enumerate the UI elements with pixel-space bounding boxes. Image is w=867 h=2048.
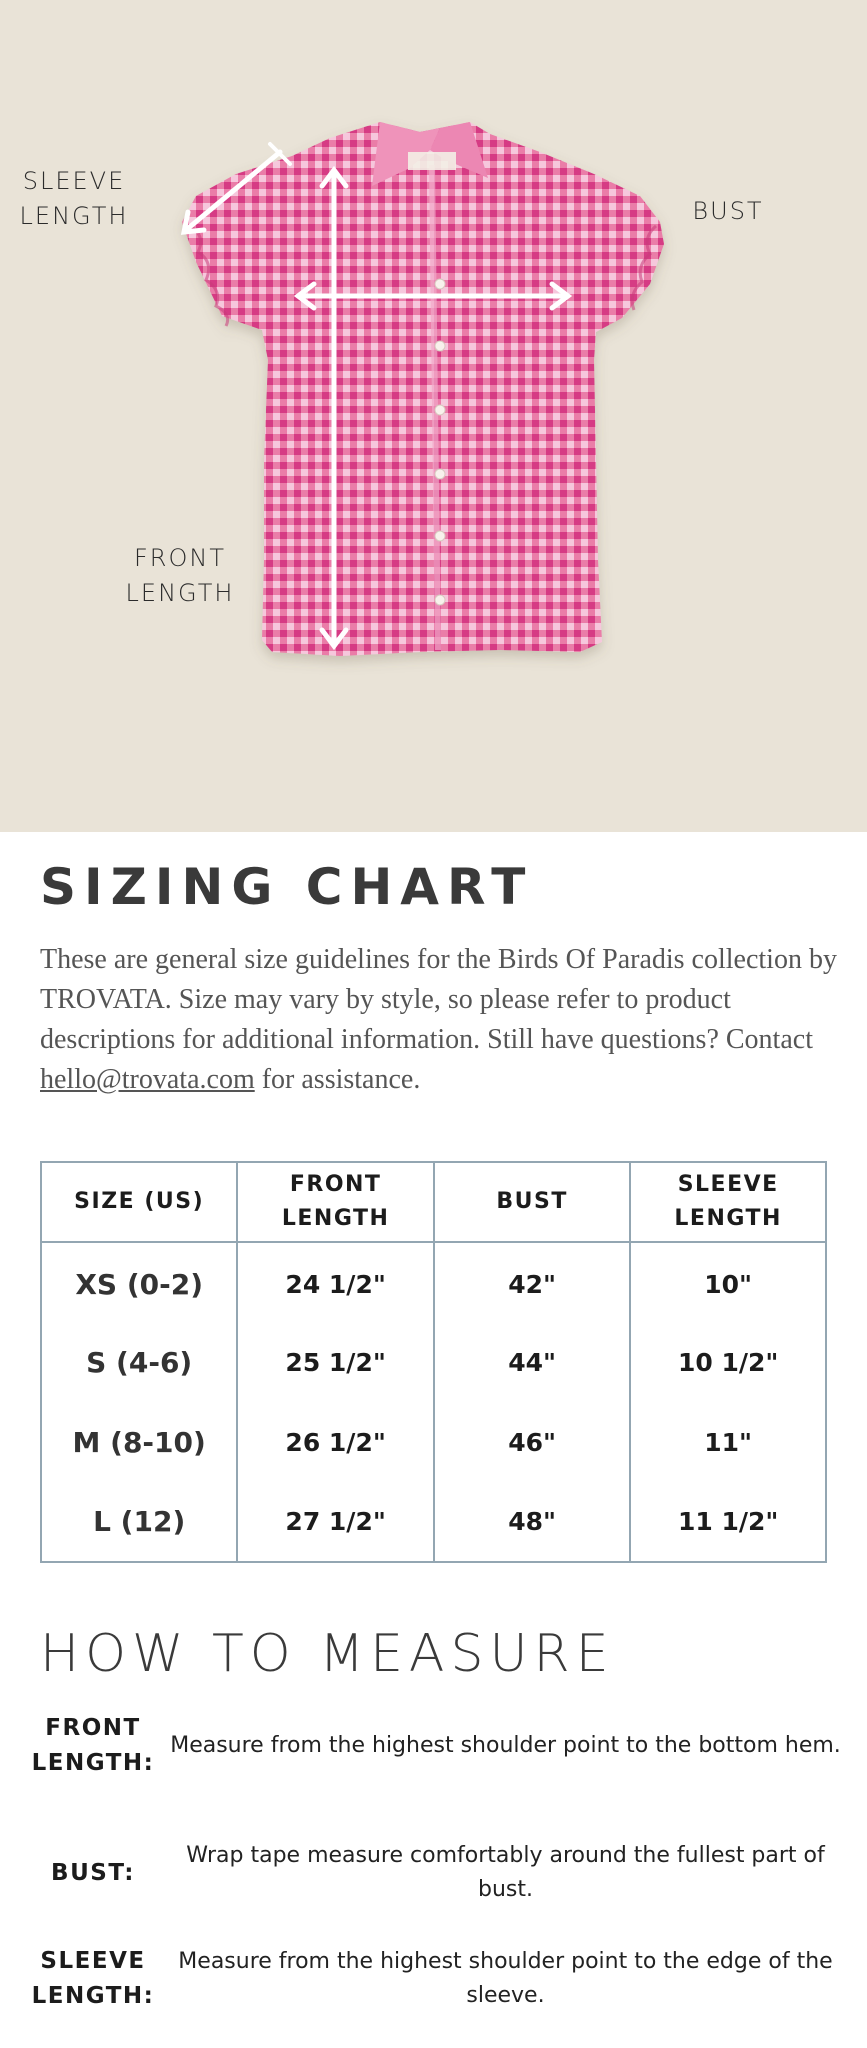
measure-description: Wrap tape measure comfortably around the fullest part of bust. [186, 1843, 825, 1902]
sleeve-length-label [14, 164, 134, 234]
shirt-illustration [0, 0, 867, 832]
cell-sleeve-length: 10" [630, 1242, 826, 1322]
cell-bust: 42" [434, 1242, 630, 1322]
measure-label-line2: LENGTH: [31, 1983, 155, 2009]
front-label-line2: LENGTH [125, 579, 235, 607]
bust-label [688, 194, 768, 229]
bust-label-text: BUST [692, 197, 764, 225]
table-header-row [41, 1162, 826, 1242]
intro-text-before: These are general size guidelines for the Birds Of Paradis collection by TROVATA. Size may vary by style, so please refer to product descriptions for additional information. Still have questions? Contact [40, 944, 837, 1055]
measure-label [26, 1944, 160, 2014]
header-sleeve-line1: SLEEVE [677, 1172, 779, 1197]
measure-label-line1: BUST: [51, 1859, 135, 1886]
measure-item-front-length [26, 1711, 841, 1781]
table-row [41, 1322, 826, 1402]
cell-size: M (8-10) [41, 1402, 237, 1482]
cell-front-length: 24 1/2" [237, 1242, 434, 1322]
measure-label-line1: FRONT [45, 1715, 141, 1741]
measure-description: Measure from the highest shoulder point to the bottom hem. [170, 1733, 841, 1758]
front-length-label [118, 541, 242, 611]
measure-description: Measure from the highest shoulder point to the edge of the sleeve. [178, 1949, 833, 2008]
header-sleeve-line2: LENGTH [674, 1206, 782, 1231]
measure-label-line1: SLEEVE [40, 1948, 146, 1974]
table-row [41, 1482, 826, 1562]
measure-label-line2: LENGTH: [31, 1750, 155, 1776]
sizing-intro-text [40, 940, 840, 1100]
cell-front-length: 26 1/2" [237, 1402, 434, 1482]
measure-label [26, 1856, 160, 1891]
cell-front-length: 25 1/2" [237, 1322, 434, 1402]
table-row [41, 1242, 826, 1322]
shirt-shape [182, 122, 664, 656]
size-table [40, 1161, 827, 1563]
sizing-chart-title: SIZING CHART [40, 858, 534, 916]
front-label-line1: FRONT [134, 544, 226, 572]
header-size-text: SIZE (US) [74, 1189, 205, 1214]
header-front-length [237, 1162, 434, 1242]
how-to-measure-title: HOW TO MEASURE [40, 1624, 615, 1684]
header-front-line2: LENGTH [281, 1206, 390, 1231]
intro-text-after: for assistance. [254, 1064, 421, 1095]
cell-size: L (12) [41, 1482, 237, 1562]
cell-front-length: 27 1/2" [237, 1482, 434, 1562]
contact-email-link[interactable]: hello@trovata.com [40, 1064, 255, 1095]
measure-label [26, 1711, 160, 1781]
cell-size: S (4-6) [41, 1322, 237, 1402]
table-row [41, 1402, 826, 1482]
cell-sleeve-length: 11" [630, 1402, 826, 1482]
header-front-line1: FRONT [289, 1172, 382, 1197]
cell-sleeve-length: 10 1/2" [630, 1322, 826, 1402]
measure-item-sleeve-length [26, 1944, 841, 2014]
measure-item-bust [26, 1838, 841, 1908]
cell-bust: 44" [434, 1322, 630, 1402]
header-sleeve-length [630, 1162, 826, 1242]
header-bust [434, 1162, 630, 1242]
sleeve-label-line1: SLEEVE [22, 167, 126, 195]
product-hero [0, 0, 867, 832]
cell-size: XS (0-2) [41, 1242, 237, 1322]
cell-sleeve-length: 11 1/2" [630, 1482, 826, 1562]
cell-bust: 48" [434, 1482, 630, 1562]
header-size [41, 1162, 237, 1242]
sleeve-label-line2: LENGTH [19, 202, 129, 230]
cell-bust: 46" [434, 1402, 630, 1482]
header-bust-text: BUST [496, 1189, 568, 1214]
